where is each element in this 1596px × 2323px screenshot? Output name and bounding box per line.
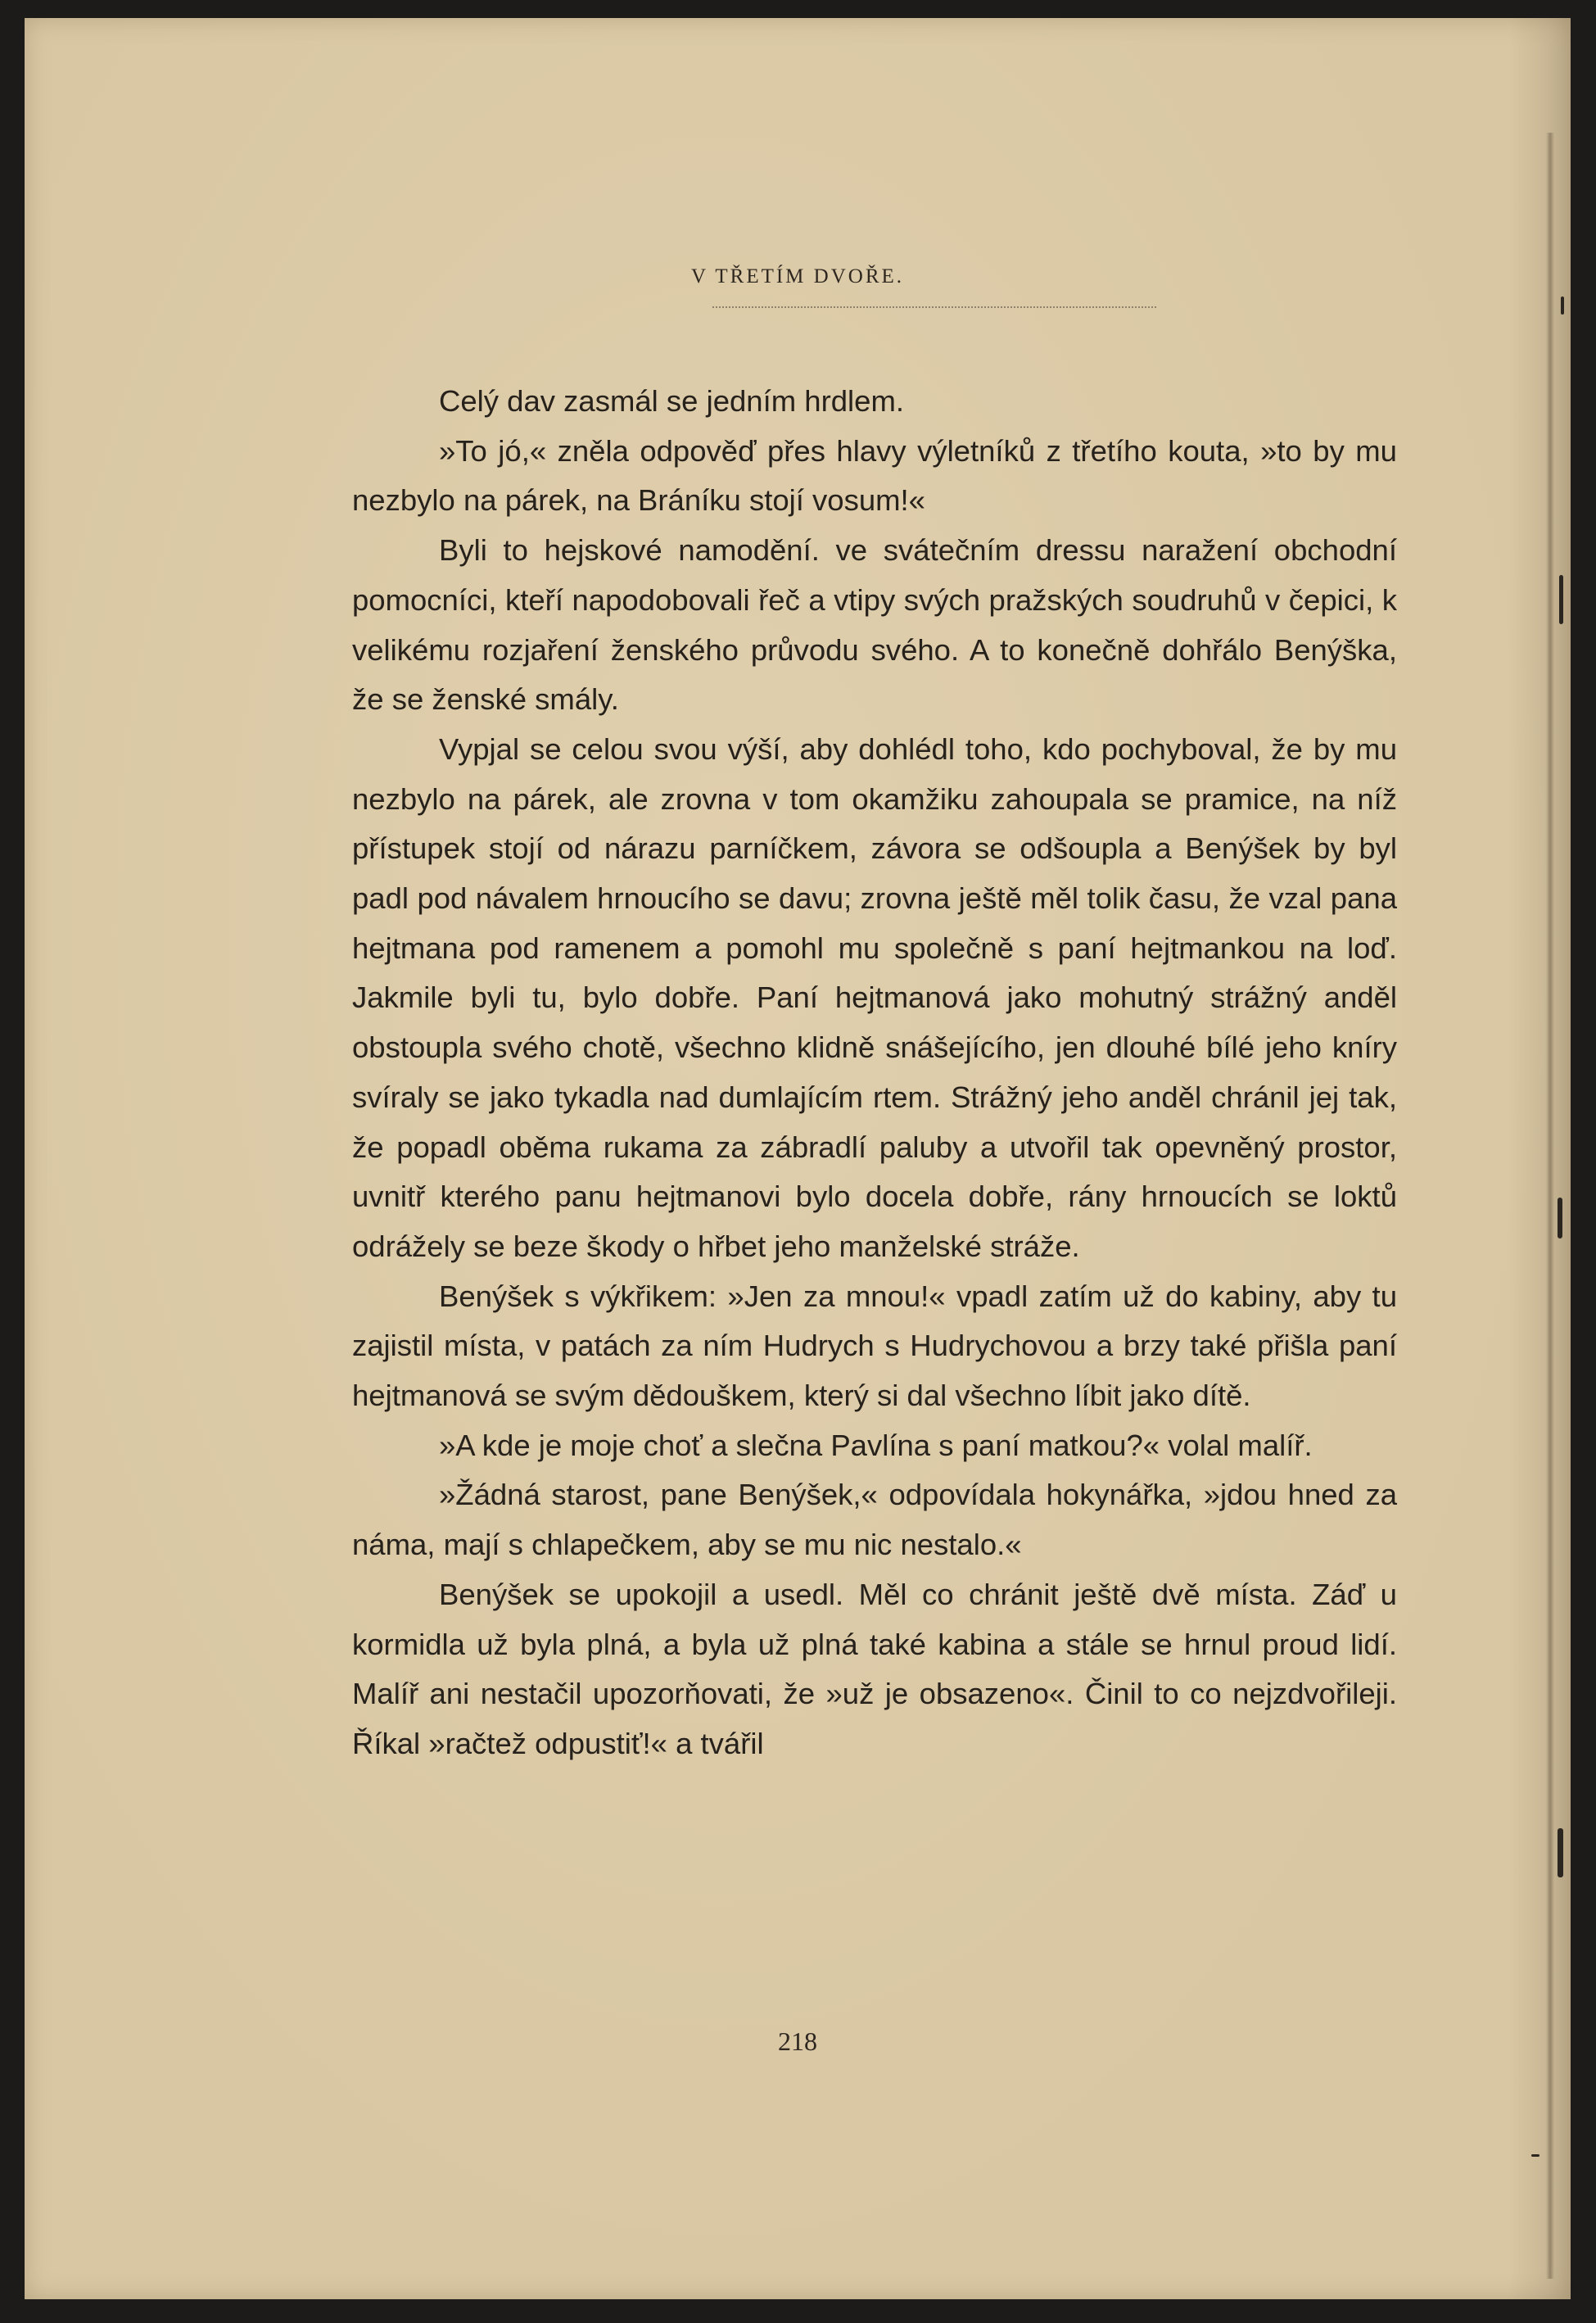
margin-mark bbox=[1558, 1828, 1563, 1877]
header-rule bbox=[712, 306, 1156, 308]
book-page bbox=[25, 18, 1571, 2299]
margin-mark bbox=[1561, 297, 1564, 315]
paragraph: »To jó,« zněla odpověď přes hlavy výletníků z třetího kouta, »to by mu nezbylo na párek, na Bráníku stojí vosum!« bbox=[352, 433, 1397, 518]
margin-mark bbox=[1558, 1198, 1562, 1238]
page-spine-shadow bbox=[1546, 133, 1554, 2279]
paragraph: »Žádná starost, pane Benýšek,« odpovídala hokynářka, »jdou hned za náma, mají s chlapečkem, aby se mu nic nestalo.« bbox=[352, 1478, 1397, 1562]
running-header: V TŘETÍM DVOŘE. bbox=[690, 265, 905, 288]
paragraph: Benýšek s výkřikem: »Jen za mnou!« vpadl zatím už do kabiny, aby tu zajistil místa, v patách za ním Hudrych s Hudrychovou a brzy také přišla paní hejtmanová se svým dědouškem, který si dal všechno líbit jako dítě. bbox=[352, 1279, 1397, 1413]
paragraph: Celý dav zasmál se jedním hrdlem. bbox=[439, 384, 904, 418]
paragraph: Byli to hejskové namodění. ve svátečním dressu naražení obchodní pomocníci, kteří napodobovali řeč a vtipy svých pražských soudruhů v čepici, k velikému rozjaření ženského průvodu svého. A to konečně dohřálo Benýška, že se ženské smály. bbox=[352, 533, 1397, 717]
paragraph: Benýšek se upokojil a usedl. Měl co chránit ještě dvě místa. Záď u kormidla už byla plná, a byla už plná také kabina a stále se hrnul proud lidí. Malíř ani nestačil upozorňovati, že »už je obsazeno«. Činil to co nejzdvořileji. Říkal »račtež odpustiť!« a tvářil bbox=[352, 1577, 1397, 1760]
margin-mark bbox=[1559, 575, 1563, 624]
page-number: 218 bbox=[778, 2026, 817, 2056]
body-text bbox=[352, 377, 1397, 1769]
paragraph: Vypjal se celou svou výší, aby dohlédl toho, kdo pochyboval, že by mu nezbylo na párek, ale zrovna v tom okamžiku zahoupala se pramice, na níž přístupek stojí od nárazu parníčkem, závora se odšoupla a Benýšek by byl padl pod návalem hrnoucího se davu; zrovna ještě měl tolik času, že vzal pana hejtmana pod ramenem a pomohl mu společně s paní hejtmankou na loď. Jakmile byli tu, bylo dobře. Paní hejtmanová jako mohutný strážný anděl obstoupla svého chotě, všechno klidně snášejícího, jen dlouhé bílé jeho kníry svíraly se jako tykadla nad dumlajícím rtem. Strážný jeho anděl chránil jej tak, že popadl oběma rukama za zábradlí paluby a utvořil tak opevněný prostor, uvnitř kterého panu hejtmanovi bylo docela dobře, rány hrnoucích se loktů odrážely se beze škody o hřbet jeho manželské stráže. bbox=[352, 731, 1397, 1263]
paragraph: »A kde je moje choť a slečna Pavlína s paní matkou?« volal malíř. bbox=[439, 1428, 1313, 1462]
margin-mark bbox=[1531, 2154, 1539, 2157]
